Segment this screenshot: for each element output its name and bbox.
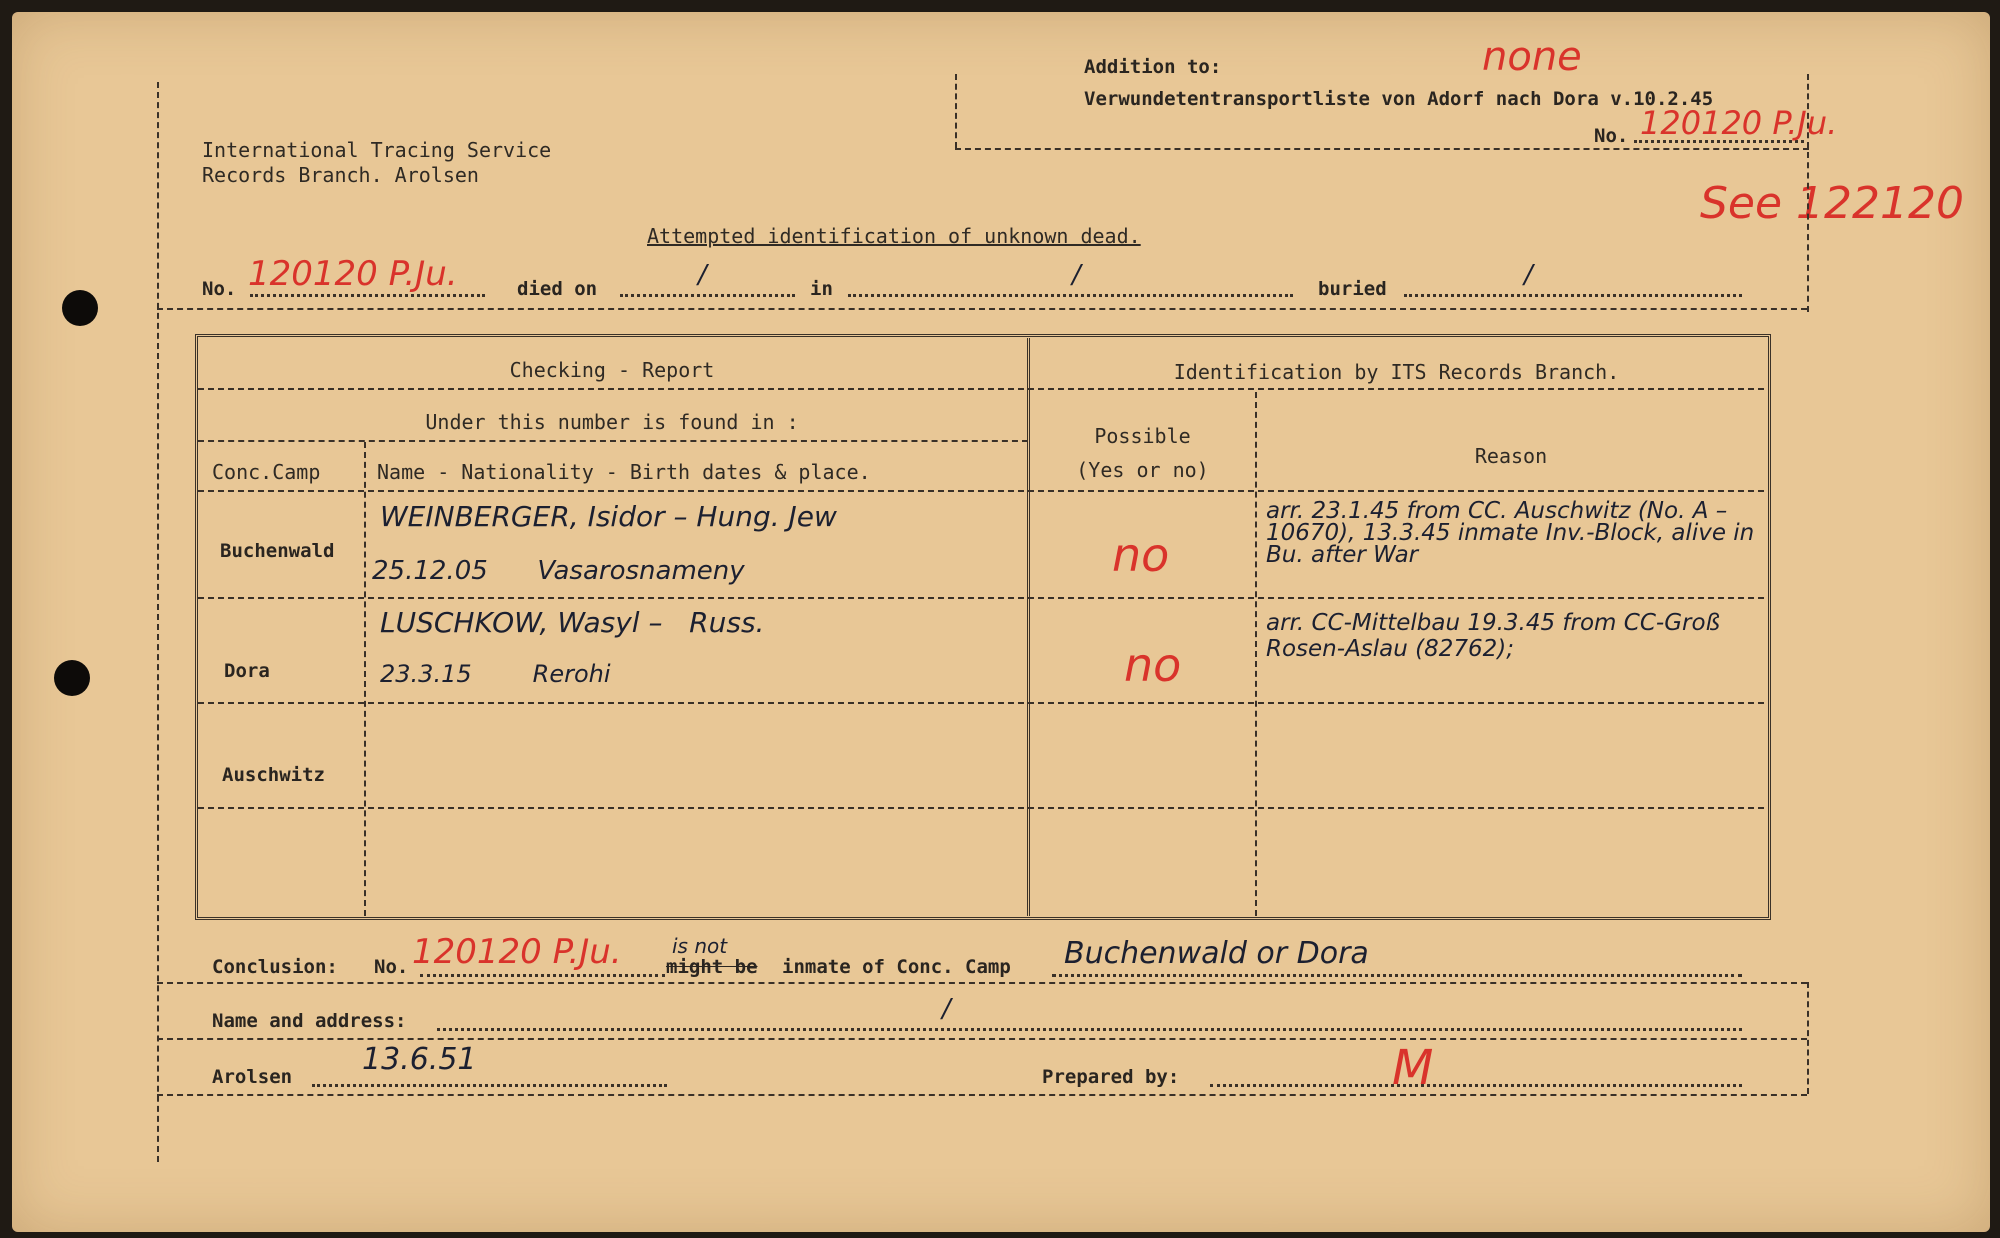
transport-list: Verwundetentransportliste von Adorf nach Dora v.10.2.45	[1084, 88, 1714, 110]
footer-right-line	[1807, 982, 1809, 1094]
buried-label: buried	[1318, 278, 1387, 300]
in-value: /	[1072, 260, 1081, 290]
col-possible-header-1: Possible	[1094, 424, 1191, 448]
checking-report-header: Checking - Report	[509, 358, 715, 382]
col-name-header: Name - Nationality - Birth dates & place.	[377, 460, 871, 484]
place-label: Arolsen	[212, 1066, 293, 1088]
punch-hole-bottom	[54, 660, 90, 696]
punch-hole-top	[62, 290, 98, 326]
died-label: died on	[517, 278, 598, 300]
row2-camp: Dora	[224, 660, 270, 682]
footer-rule	[157, 1094, 1807, 1096]
row2-possible: no	[1124, 638, 1182, 692]
name-address-rule	[157, 1038, 1807, 1040]
header-no-value: 120120 P.Ju.	[1640, 104, 1838, 142]
prepared-label: Prepared by:	[1042, 1066, 1180, 1088]
conclusion-label: Conclusion:	[212, 956, 338, 978]
see-note: See 122120	[1700, 178, 1965, 229]
buried-value: /	[1524, 260, 1533, 290]
col-possible-header-2: (Yes or no)	[1076, 458, 1209, 482]
buried-dots	[1404, 294, 1742, 297]
conclusion-rule	[157, 982, 1807, 984]
header-box-bottom-line	[955, 148, 1809, 150]
record-no-dots	[250, 294, 485, 297]
table-rule-1	[198, 388, 1764, 390]
table-divider-possible	[1255, 392, 1257, 916]
col-camp-header: Conc.Camp	[212, 460, 321, 484]
conclusion-no-label: No.	[374, 956, 409, 978]
page-title: Attempted identification of unknown dead.	[647, 224, 1141, 248]
table-rule-6	[198, 807, 1764, 809]
in-label: in	[810, 278, 833, 300]
right-margin-line	[1807, 152, 1809, 312]
conclusion-correction: is not	[672, 934, 728, 958]
name-address-label: Name and address:	[212, 1010, 407, 1032]
conclusion-no-dots	[420, 974, 665, 977]
row1-possible: no	[1112, 528, 1170, 582]
name-address-value: /	[942, 994, 951, 1024]
row1-camp: Buchenwald	[220, 540, 335, 562]
table-rule-5	[198, 702, 1764, 704]
office-line-2: Records Branch. Arolsen	[202, 163, 479, 187]
row1-birth: 25.12.05 Vasarosnameny	[372, 556, 745, 586]
table-divider-camp	[364, 442, 366, 916]
in-dots	[848, 294, 1293, 297]
table-rule-4	[198, 597, 1764, 599]
left-margin-line	[157, 82, 159, 1162]
conclusion-rest: inmate of Conc. Camp	[782, 956, 1011, 978]
conclusion-no-value: 120120 P.Ju.	[412, 932, 622, 972]
prepared-dots	[1210, 1084, 1742, 1087]
office-line-1: International Tracing Service	[202, 138, 552, 162]
row1-name: WEINBERGER, Isidor – Hung. Jew	[380, 500, 837, 533]
table-rule-2	[198, 440, 1028, 442]
table-rule-3	[198, 490, 1764, 492]
found-in-header: Under this number is found in :	[425, 410, 799, 434]
addition-value: none	[1482, 34, 1582, 80]
record-no-label: No.	[202, 278, 237, 300]
died-value: /	[698, 260, 707, 290]
record-line-rule	[157, 308, 1807, 310]
died-dots	[620, 294, 795, 297]
signature: M	[1392, 1040, 1434, 1096]
conclusion-camp-dots	[1052, 974, 1742, 977]
date-dots	[312, 1084, 667, 1087]
row2-birth: 23.3.15 Rerohi	[380, 660, 611, 688]
record-no-value: 120120 P.Ju.	[248, 254, 458, 294]
header-box-left-line	[955, 74, 957, 148]
row2-name: LUSCHKOW, Wasyl – Russ.	[380, 606, 765, 639]
identification-header: Identification by ITS Records Branch.	[1173, 360, 1620, 384]
index-card	[12, 12, 1990, 1232]
row2-reason: arr. CC-Mittelbau 19.3.45 from CC-Groß Rosen-Aslau (82762);	[1266, 610, 1721, 662]
col-reason-header: Reason	[1474, 444, 1548, 468]
row1-reason: arr. 23.1.45 from CC. Auschwitz (No. A – 10670), 13.3.45 inmate Inv.-Block, alive in Bu. after War	[1266, 498, 1755, 568]
header-no-label: No.	[1594, 125, 1629, 147]
name-address-dots	[437, 1028, 1742, 1031]
conclusion-camp-value: Buchenwald or Dora	[1064, 936, 1369, 971]
addition-label: Addition to:	[1084, 56, 1222, 78]
row3-camp: Auschwitz	[222, 764, 325, 786]
date-value: 13.6.51	[362, 1042, 477, 1077]
conclusion-struck: might be	[666, 956, 758, 978]
